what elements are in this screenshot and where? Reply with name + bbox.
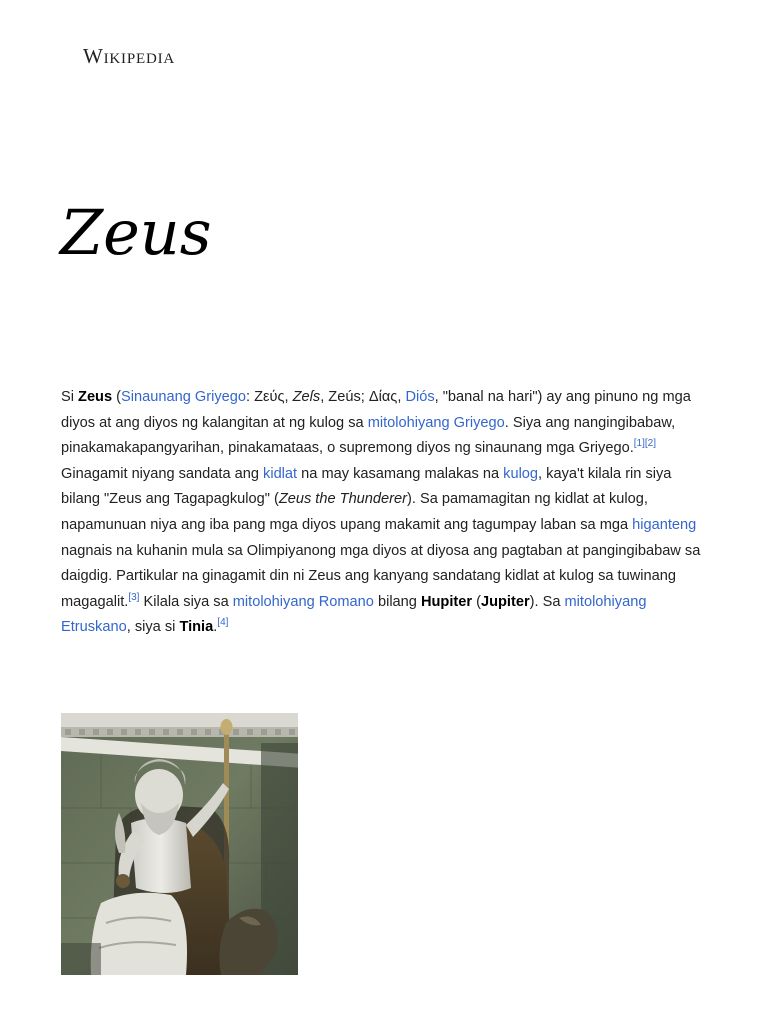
link-kulog[interactable]: kulog <box>503 465 539 482</box>
page-title: Zeus <box>60 196 212 269</box>
intro-text: ( <box>472 593 481 610</box>
intro-text: nagnais na kuhanin mula sa Olimpiyanong mga diyos at diyosa ang pagtaban at pangingibabaw sa daigdig. Partikular na ginagamit din ni Zeus ang kanyang sandatang kidlat at kulog sa tuwinang magagalit. <box>61 542 701 610</box>
wikipedia-logo[interactable]: Wikipedia <box>83 44 176 68</box>
intro-text: bilang <box>373 593 421 610</box>
intro-text: ). Sa <box>529 593 565 610</box>
intro-text: : Ζεύς, <box>245 389 293 405</box>
intro-text: , "banal na hari") ay ang pinuno ng mga diyos at ang diyos ng kalangitan at ng kulog sa <box>61 389 691 431</box>
intro-text: , Zeús; Δίας, <box>320 389 406 405</box>
reference-3[interactable]: [3] <box>128 591 140 603</box>
bold-term-jupiter: Jupiter <box>480 593 530 610</box>
reference-4[interactable]: [4] <box>217 617 229 629</box>
intro-text: ( <box>112 389 122 405</box>
intro-text: na may kasamang malakas na <box>297 465 504 482</box>
link-higanteng[interactable]: higanteng <box>632 516 697 533</box>
intro-text: . <box>213 619 218 636</box>
reference-2[interactable]: [2] <box>644 438 657 450</box>
intro-text: Ginagamit niyang sandata ang <box>61 465 264 482</box>
link-mitolohiyang-romano[interactable]: mitolohiyang Romano <box>232 593 374 610</box>
reference-1[interactable]: [1] <box>633 438 645 450</box>
bold-term-zeus: Zeus <box>78 389 113 405</box>
link-dios[interactable]: Diós <box>405 389 435 405</box>
link-mitolohiyang-griyego[interactable]: mitolohiyang Griyego <box>367 414 505 431</box>
intro-text: , siya si <box>126 619 180 636</box>
statue-illustration <box>61 713 298 975</box>
italic-term-zefs: Zeſs <box>292 389 321 405</box>
link-kidlat[interactable]: kidlat <box>263 465 298 482</box>
link-sinaunang-griyego[interactable]: Sinaunang Griyego <box>121 389 246 405</box>
italic-term-thunderer: Zeus the Thunderer <box>278 491 407 508</box>
intro-text: . Siya ang nangingibabaw, pinakamakapangyarihan, pinakamataas, o supremong diyos ng sinaunang mga Griyego. <box>61 414 676 457</box>
bold-term-hupiter: Hupiter <box>420 593 473 610</box>
bold-term-tinia: Tinia <box>179 619 214 636</box>
zeus-statue-image[interactable] <box>61 713 298 975</box>
article-intro <box>61 385 711 641</box>
intro-text: Si <box>61 389 79 405</box>
intro-text: , kaya't kilala rin siya bilang "Zeus ang Tagapagkulog" ( <box>61 465 672 508</box>
intro-text: Kilala siya sa <box>139 593 233 610</box>
link-mitolohiyang-etruskano[interactable]: mitolohiyang Etruskano <box>61 593 647 636</box>
intro-text: ). Sa pamamagitan ng kidlat at kulog, napamunuan niya ang iba pang mga diyos upang makamit ang tagumpay laban sa mga <box>61 491 648 533</box>
